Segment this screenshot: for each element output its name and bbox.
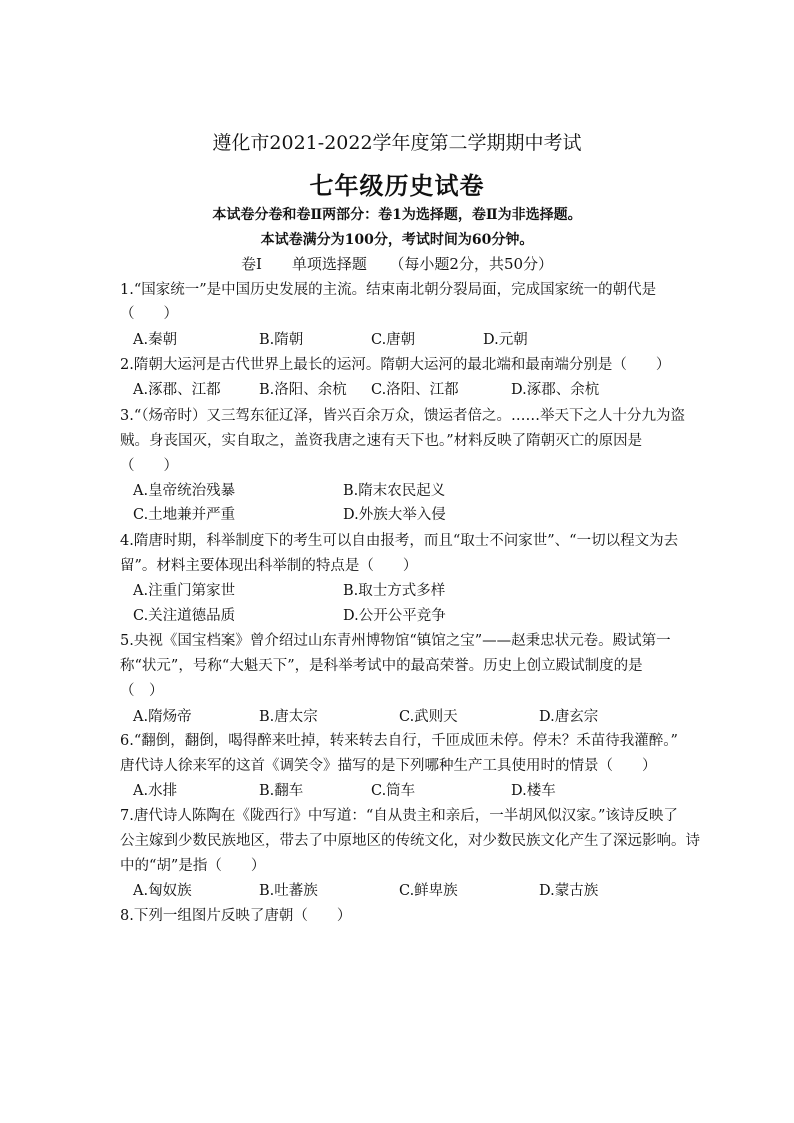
option-b: B.吐蕃族 xyxy=(259,883,318,899)
question-line: 2.隋朝大运河是古代世界上最长的运河。隋朝大运河的最北端和最南端分别是（ ） xyxy=(120,357,671,373)
option-a: A.匈奴族 xyxy=(133,883,192,899)
option-b: B.隋末农民起义 xyxy=(343,483,446,499)
question-line: 3.“（炀帝时）又三驾东征辽泽，皆兴百余万众，馈运者倍之。……举天下之人十分九为盗 xyxy=(120,408,685,424)
question-line: （ ） xyxy=(120,306,178,322)
question-line: 6.“翻倒，翻倒，喝得醉来吐掉，转来转去自行，千匝成匝未停。停未？禾苗待我灌醉。” xyxy=(120,733,678,749)
option-c: C.武则天 xyxy=(399,709,458,725)
option-a: A.涿郡、江都 xyxy=(133,382,221,398)
option-c: C.鲜卑族 xyxy=(399,883,458,899)
option-d: D.公开公平竞争 xyxy=(343,608,446,624)
option-a: A.隋炀帝 xyxy=(133,709,192,725)
option-c: C.筒车 xyxy=(371,783,416,799)
option-c: C.土地兼并严重 xyxy=(133,507,236,523)
question-line: 4.隋唐时期，科举制度下的考生可以自由报考，而且“取士不问家世”、“一切以程文为去 xyxy=(120,533,679,549)
option-b: B.取士方式多样 xyxy=(343,583,446,599)
question-line: 中的“胡”是指（ ） xyxy=(120,858,266,874)
option-c: C.洛阳、江都 xyxy=(371,382,459,398)
option-d: D.蒙古族 xyxy=(539,883,599,899)
exam-title: 遵化市2021-2022学年度第二学期期中考试 xyxy=(212,132,582,154)
option-b: B.翻车 xyxy=(259,783,304,799)
option-d: D.楼车 xyxy=(511,783,556,799)
exam-note-structure: 本试卷分卷和卷Ⅱ两部分：卷1为选择题，卷Ⅱ为非选择题。 xyxy=(212,207,582,223)
exam-note-score-time: 本试卷满分为100分，考试时间为60分钟。 xyxy=(260,232,534,248)
option-b: B.唐太宗 xyxy=(259,709,318,725)
question-line: 唐代诗人徐来军的这首《调笑令》描写的是下列哪种生产工具使用时的情景（ ） xyxy=(120,758,657,774)
option-d: D.元朝 xyxy=(483,332,528,348)
option-b: B.隋朝 xyxy=(259,332,304,348)
question-line: （ ） xyxy=(120,683,164,699)
option-a: A.水排 xyxy=(133,783,178,799)
option-a: A.注重门第家世 xyxy=(133,583,236,599)
question-line: （ ） xyxy=(120,458,178,474)
option-d: D.涿郡、余杭 xyxy=(511,382,600,398)
option-a: A.皇帝统治残暴 xyxy=(133,483,236,499)
question-line: 称“状元”，号称“大魁天下”，是科举考试中的最高荣誉。历史上创立殿试制度的是 xyxy=(120,658,643,674)
option-d: D.外族大举入侵 xyxy=(343,507,446,523)
question-line: 1.“国家统一”是中国历史发展的主流。结束南北朝分裂局面，完成国家统一的朝代是 xyxy=(120,282,657,298)
option-c: C.关注道德品质 xyxy=(133,608,236,624)
question-line: 留”。材料主要体现出科举制的特点是（ ） xyxy=(120,558,418,574)
option-b: B.洛阳、余杭 xyxy=(259,382,347,398)
question-line: 8.下列一组图片反映了唐朝（ ） xyxy=(120,908,352,924)
option-c: C.唐朝 xyxy=(371,332,416,348)
subject-title: 七年级历史试卷 xyxy=(309,171,485,200)
option-a: A.秦朝 xyxy=(133,332,178,348)
option-d: D.唐玄宗 xyxy=(539,709,599,725)
question-line: 7.唐代诗人陈陶在《陇西行》中写道：“自从贵主和亲后，一半胡风似汉家。”该诗反映了 xyxy=(120,808,678,824)
question-line: 公主嫁到少数民族地区，带去了中原地区的传统文化，对少数民族文化产生了深远影响。诗 xyxy=(120,833,700,849)
section-heading: 卷Ⅰ 单项选择题 （每小题2分，共50分） xyxy=(240,255,554,273)
question-line: 5.央视《国宝档案》曾介绍过山东青州博物馆“镇馆之宝”——赵秉忠状元卷。殿试第一 xyxy=(120,633,671,649)
question-line: 贼。身丧国灭，实自取之，盖资我唐之速有天下也。”材料反映了隋朝灭亡的原因是 xyxy=(120,433,643,449)
